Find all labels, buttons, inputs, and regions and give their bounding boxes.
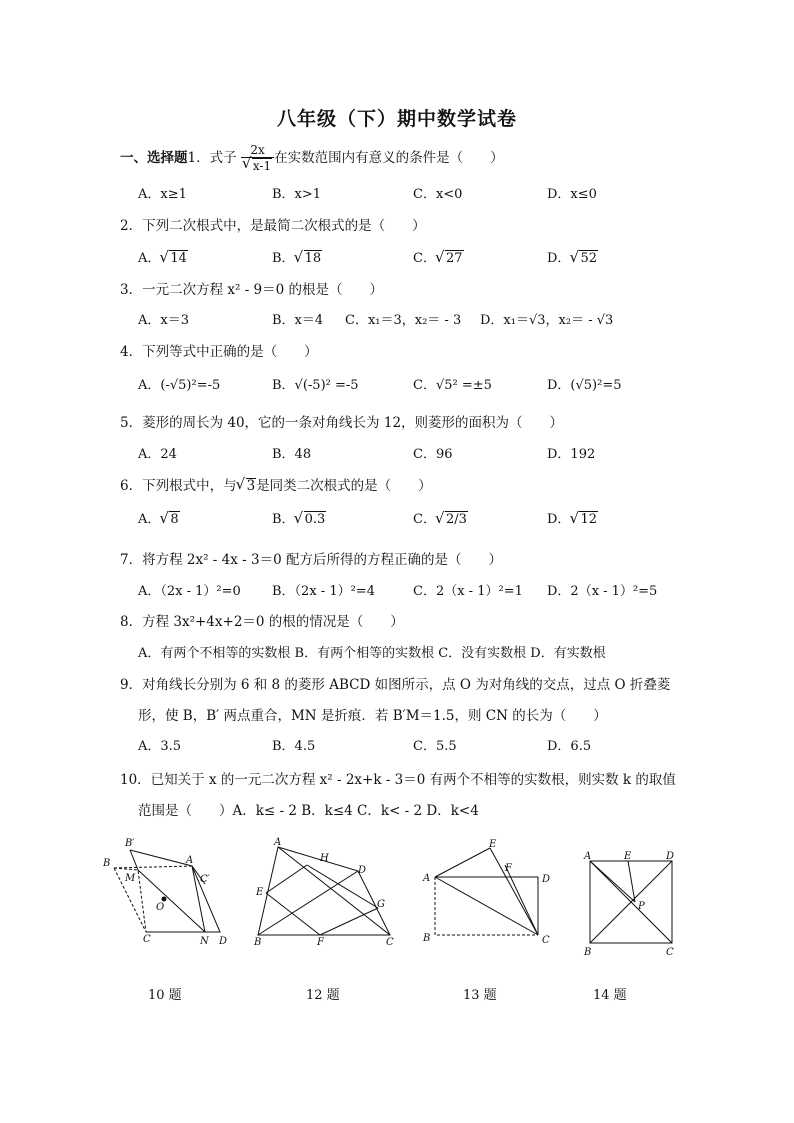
caption-fig14: 14 题 [593,988,627,1003]
question-9-line2: 形，使 B，B′ 两点重合，MN 是折痕．若 B′M＝1.5，则 CN 的长为（ ） [138,708,607,724]
page-title: 八年级（下）期中数学试卷 [276,108,517,130]
option-1d[interactable]: D．x≤0 [547,187,597,202]
question-4: 4．下列等式中正确的是（ ） [120,344,318,360]
fig12-label-c: C [386,937,394,948]
option-5c[interactable]: C．96 [413,447,453,462]
fig12-label-d: D [358,865,367,876]
option-3c[interactable]: C．x₁＝3，x₂＝ - 3 [345,313,462,328]
fig10-label-n: N [200,936,209,947]
question-5: 5．菱形的周长为 40，它的一条对角线长为 12，则菱形的面积为（ ） [120,415,564,431]
option-9a[interactable]: A．3.5 [138,739,182,754]
fig12-label-f: F [317,937,324,948]
option-6b[interactable]: B．√ 0.3 [272,510,326,530]
fig10-label-b-prime: B′ [125,838,135,849]
fig10-label-a: A [186,855,194,866]
fig14-label-b: B [584,947,592,958]
caption-fig13: 13 题 [463,988,497,1003]
option-1a[interactable]: A．x≥1 [138,187,187,202]
question-6: 6．下列根式中，与√ 3是同类二次根式的是（ ） [120,476,432,496]
option-3a[interactable]: A．x＝3 [138,313,189,328]
fig13-label-b: B [423,933,431,944]
option-3b[interactable]: B．x＝4 [272,313,324,328]
fig13-label-f: F [505,863,512,874]
option-5b[interactable]: B．48 [272,447,312,462]
option-7b[interactable]: B．（2x - 1）²=4 [272,584,375,599]
option-1b[interactable]: B．x>1 [272,187,322,202]
option-3d[interactable]: D．x₁＝√3，x₂＝ - √3 [480,313,614,328]
fig13-label-a: A [423,873,431,884]
question-3: 3．一元二次方程 x² - 9＝0 的根是（ ） [120,282,384,298]
option-4a[interactable]: A．(-√5)²=-5 [138,378,221,393]
fig12-label-e: E [256,887,264,898]
option-4c[interactable]: C．√5² =±5 [413,378,492,393]
figure-14 [578,847,688,962]
question-1: 一、选择题1．式子 2x √ x-1 在实数范围内有意义的条件是（ ） [120,143,504,174]
fig10-label-c-prime: C′ [200,874,210,885]
option-2d[interactable]: D．√ 52 [547,249,598,269]
fraction: 2x √ x-1 [241,143,274,174]
fig12-label-b: B [254,937,262,948]
question-9-line1: 9．对角线长分别为 6 和 8 的菱形 ABCD 如图所示，点 O 为对角线的交点，过点 O 折叠菱 [120,677,671,693]
fig10-label-d: D [219,936,228,947]
fig12-label-g: G [377,899,385,910]
fig14-label-p: P [638,901,645,912]
option-6c[interactable]: C．√ 2/3 [413,510,468,530]
fig14-label-e: E [624,851,632,862]
option-9d[interactable]: D．6.5 [547,739,592,754]
option-5a[interactable]: A．24 [138,447,177,462]
fig13-label-e: E [489,839,497,850]
option-4d[interactable]: D．(√5)²=5 [547,378,622,393]
fig14-label-d: D [666,851,675,862]
option-7d[interactable]: D．2（x - 1）²=5 [547,584,658,599]
fig10-label-o: O [156,902,165,913]
fig14-label-c: C [666,947,674,958]
caption-fig12: 12 题 [306,988,340,1003]
option-6a[interactable]: A．√ 8 [138,510,180,530]
fig12-label-h: H [320,853,329,864]
question-10-line2: 范围是（ ）A．k≤ - 2 B．k≤4 C．k< - 2 D．k<4 [138,803,479,819]
figure-12 [250,835,398,950]
fig10-label-m: M [125,873,136,884]
fig12-label-a: A [274,837,282,848]
fig13-label-c: C [542,935,550,946]
option-2c[interactable]: C．√ 27 [413,249,464,269]
caption-fig10: 10 题 [148,988,182,1003]
figure-13 [418,835,558,950]
figure-10 [100,832,235,950]
question-8: 8．方程 3x²+4x+2＝0 的根的情况是（ ） [120,614,404,630]
question-2: 2．下列二次根式中，是最简二次根式的是（ ） [120,218,426,234]
option-9c[interactable]: C．5.5 [413,739,457,754]
option-7c[interactable]: C．2（x - 1）²=1 [413,584,523,599]
option-6d[interactable]: D．√ 12 [547,510,598,530]
fig10-label-c: C [143,934,151,945]
fig14-label-a: A [584,851,592,862]
option-7a[interactable]: A．（2x - 1）²=0 [138,584,241,599]
fig10-label-b: B [103,858,111,869]
fig13-label-d: D [542,874,551,885]
option-2a[interactable]: A．√ 14 [138,249,188,269]
option-9b[interactable]: B．4.5 [272,739,316,754]
option-1c[interactable]: C．x<0 [413,187,463,202]
option-5d[interactable]: D．192 [547,447,596,462]
option-4b[interactable]: B．√(-5)² =-5 [272,378,359,393]
section-heading: 一、选择题 [120,150,188,166]
question-7: 7．将方程 2x² - 4x - 3＝0 配方后所得的方程正确的是（ ） [120,552,502,568]
option-8-all[interactable]: A．有两个不相等的实数根 B．有两个相等的实数根 C．没有实数根 D．有实数根 [138,646,606,661]
question-10-line1: 10．已知关于 x 的一元二次方程 x² - 2x+k - 3＝0 有两个不相等的实数根，则实数 k 的取值 [120,772,676,788]
option-2b[interactable]: B．√ 18 [272,249,322,269]
